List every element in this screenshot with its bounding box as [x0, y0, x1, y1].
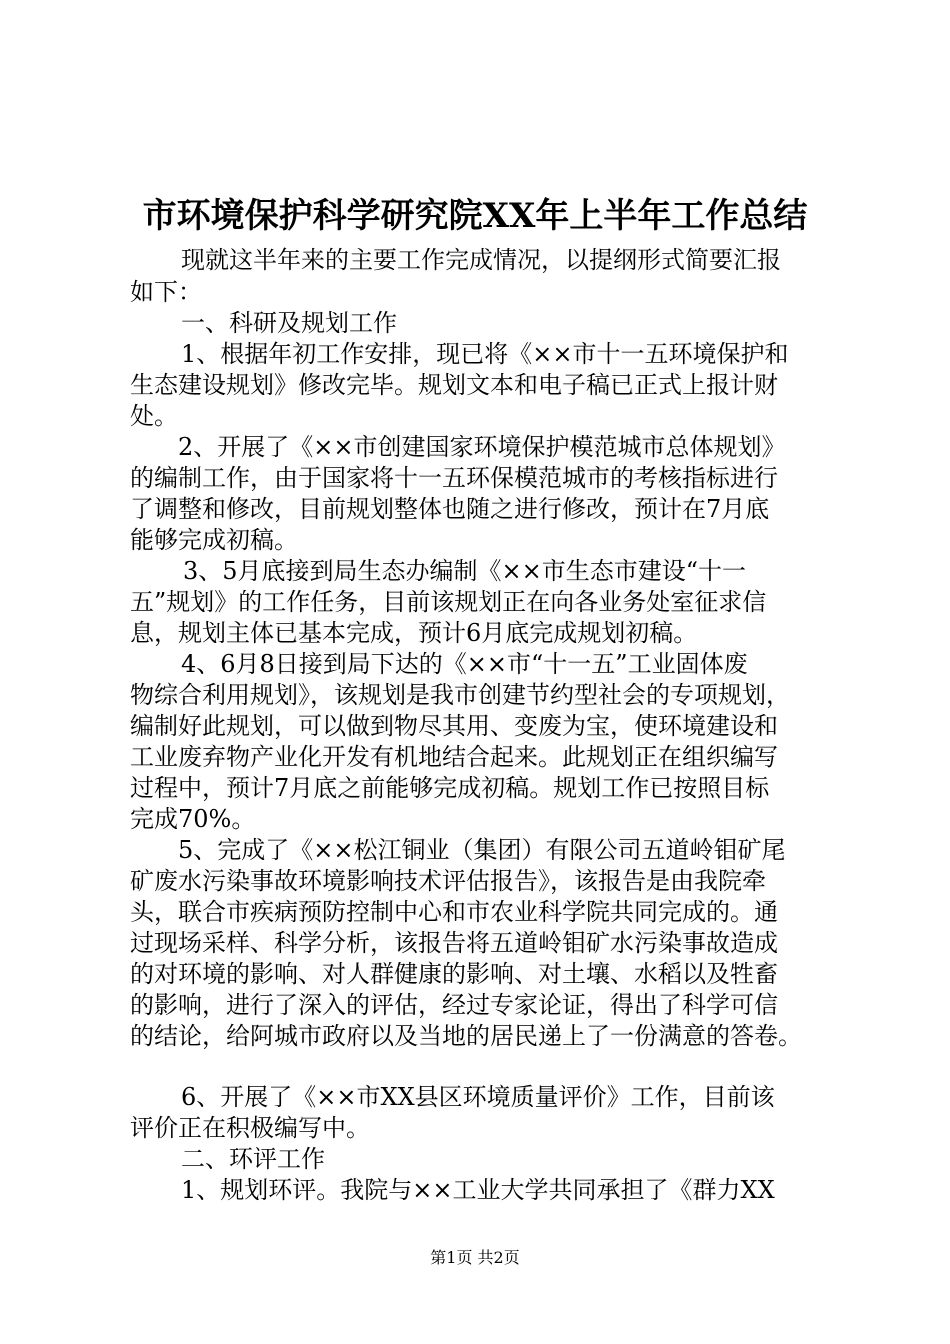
paragraph-line: 能够完成初稿。: [130, 526, 298, 554]
paragraph-line: 完成70%。: [130, 805, 256, 833]
paragraph-line: 矿废水污染事故环境影响技术评估报告》，该报告是由我院牵: [130, 867, 766, 895]
paragraph-line: 五”规划》的工作任务，目前该规划正在向各业务处室征求信: [130, 588, 767, 616]
paragraph-line: 评价正在积极编写中。: [130, 1114, 370, 1142]
paragraph-line: 编制好此规划，可以做到物尽其用、变废为宝，使环境建设和: [130, 712, 778, 740]
paragraph-line: 头，联合市疾病预防控制中心和市农业科学院共同完成的。通: [130, 898, 778, 926]
paragraph-line: 6、开展了《××市XX县区环境质量评价》工作，目前该: [181, 1083, 775, 1111]
paragraph-line: 处。: [130, 402, 178, 430]
section-heading: 一、科研及规划工作: [181, 309, 397, 337]
paragraph-line: 了调整和修改，目前规划整体也随之进行修改，预计在7月底: [130, 495, 770, 523]
page-number-footer: 第1页 共2页: [430, 1248, 520, 1267]
paragraph-line: 如下：: [130, 278, 202, 306]
paragraph-line: 过现场采样、科学分析，该报告将五道岭钼矿水污染事故造成: [130, 929, 778, 957]
paragraph-line: 3、5月底接到局生态办编制《××市生态市建设“十一: [183, 557, 747, 585]
section-heading: 二、环评工作: [181, 1145, 325, 1173]
paragraph-line: 的结论，给阿城市政府以及当地的居民递上了一份满意的答卷。: [130, 1022, 802, 1050]
paragraph-line: 4、6月8日接到局下达的《××市“十一五”工业固体废: [181, 650, 748, 678]
document-title: 市环境保护科学研究院XX年上半年工作总结: [142, 196, 808, 236]
paragraph-line: 1、规划环评。我院与××工业大学共同承担了《群力XX: [181, 1176, 775, 1204]
paragraph-line: 生态建设规划》修改完毕。规划文本和电子稿已正式上报计财: [130, 371, 778, 399]
paragraph-line: 1、根据年初工作安排，现已将《××市十一五环境保护和: [181, 340, 789, 368]
paragraph-line: 的对环境的影响、对人群健康的影响、对土壤、水稻以及牲畜: [130, 960, 778, 988]
paragraph-line: 过程中，预计7月底之前能够完成初稿。规划工作已按照目标: [130, 774, 770, 802]
paragraph-line: 息，规划主体已基本完成，预计6月底完成规划初稿。: [130, 619, 698, 647]
paragraph-line: 的影响，进行了深入的评估，经过专家论证，得出了科学可信: [130, 991, 778, 1019]
paragraph-line: 5、完成了《××松江铜业（集团）有限公司五道岭钼矿尾: [178, 836, 786, 864]
paragraph-line: 的编制工作，由于国家将十一五环保模范城市的考核指标进行: [130, 464, 778, 492]
paragraph-line: 2、开展了《××市创建国家环境保护模范城市总体规划》: [178, 433, 786, 461]
paragraph-line: 现就这半年来的主要工作完成情况，以提纲形式简要汇报: [181, 246, 781, 274]
paragraph-line: 工业废弃物产业化开发有机地结合起来。此规划正在组织编写: [130, 743, 778, 771]
paragraph-line: 物综合利用规划》，该规划是我市创建节约型社会的专项规划，: [130, 681, 790, 709]
